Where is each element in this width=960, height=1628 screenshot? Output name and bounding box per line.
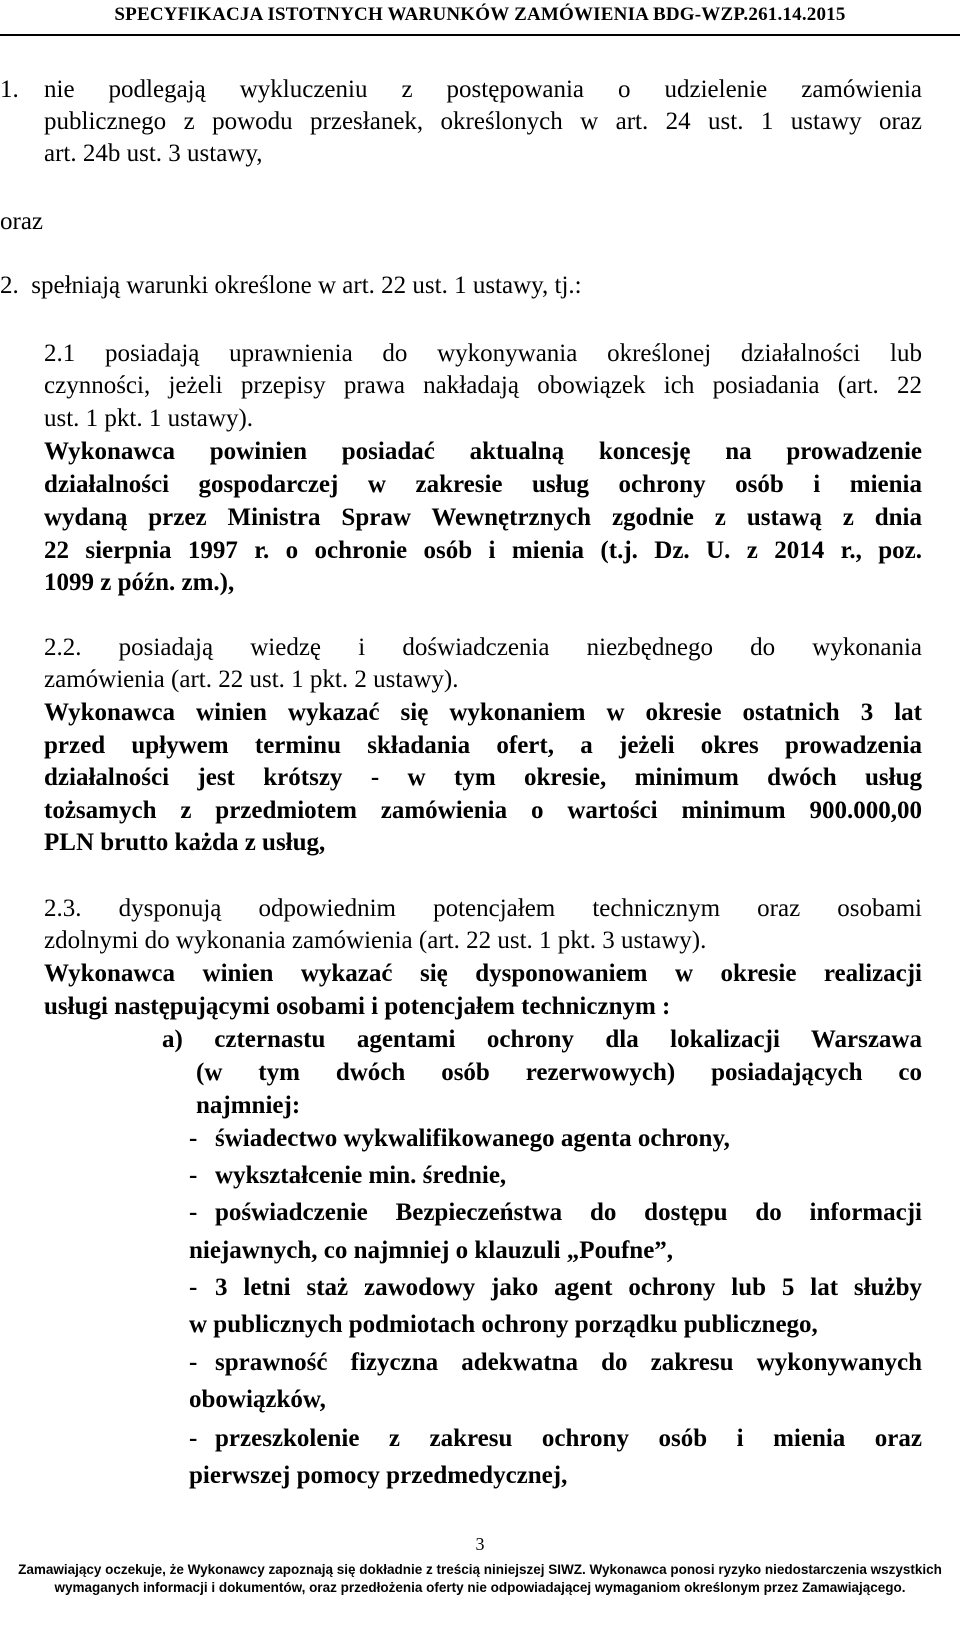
s21-bold3: wydaną przez Ministra Spraw Wewnętrznych zgodnie z ustawą z dnia [44,504,922,531]
bullet-6 [189,1423,922,1455]
s23-a-line3: najmniej: [196,1092,301,1119]
bullet-5-cont: obowiązków, [189,1386,326,1413]
bullet-2-text: wykształcenie min. średnie, [215,1162,507,1189]
item1-line3: art. 24b ust. 3 ustawy, [44,140,263,167]
page-number: 3 [475,1534,485,1554]
dash-marker: - [189,1274,198,1301]
bullet-4-cont: w publicznych podmiotach ochrony porządku publicznego, [189,1311,818,1338]
item1-line2: publicznego z powodu przesłanek, określonych w art. 24 ust. 1 ustawy oraz [44,108,922,135]
document-header: SPECYFIKACJA ISTOTNYCH WARUNKÓW ZAMÓWIENIA BDG-WZP.261.14.2015 [114,4,846,25]
s23-a-line1: a) czternastu agentami ochrony dla lokalizacji Warszawa [162,1026,922,1053]
s22-bold5: PLN brutto każda z usług, [44,829,326,856]
footer-line2: wymaganych informacji i dokumentów, oraz przedłożenia oferty nie odpowiadającej wymaganiom określonym przez Zamawiającego. [54,1580,906,1595]
bullet-6-text: przeszkolenie z zakresu ochrony osób i mienia oraz [215,1425,922,1452]
oraz-label: oraz [0,208,44,235]
dash-marker: - [189,1125,198,1152]
s23-bold1: Wykonawca winien wykazać się dysponowaniem w okresie realizacji [44,960,922,987]
s21-line2: czynności, jeżeli przepisy prawa nakładają obowiązek ich posiadania (art. 22 [44,372,922,399]
bullet-3-cont: niejawnych, co najmniej o klauzuli „Poufne”, [189,1237,674,1264]
s22-bold1: Wykonawca winien wykazać się wykonaniem w okresie ostatnich 3 lat [44,699,922,726]
s22-bold4: tożsamych z przedmiotem zamówienia o wartości minimum 900.000,00 [44,797,922,824]
header-rule [0,34,960,36]
bullet-3 [189,1197,922,1229]
s22-line1: 2.2. posiadają wiedzę i doświadczenia niezbędnego do wykonania [44,634,922,661]
footer-note [0,1561,960,1597]
dash-marker: - [189,1162,198,1189]
bullet-6-cont: pierwszej pomocy przedmedycznej, [189,1462,568,1489]
dash-marker: - [189,1349,198,1376]
bullet-1 [189,1123,730,1155]
s23-line2: zdolnymi do wykonania zamówienia (art. 22 ust. 1 pkt. 3 ustawy). [44,927,707,954]
s21-line3: ust. 1 pkt. 1 ustawy). [44,405,254,432]
bullet-4 [189,1272,922,1304]
dash-marker: - [189,1425,198,1452]
dash-marker: - [189,1199,198,1226]
bullet-5 [189,1347,922,1379]
s21-bold4: 22 sierpnia 1997 r. o ochronie osób i mienia (t.j. Dz. U. z 2014 r., poz. [44,537,922,564]
bullet-1-text: świadectwo wykwalifikowanego agenta ochrony, [215,1125,730,1152]
s21-bold2: działalności gospodarczej w zakresie usług ochrony osób i mienia [44,471,922,498]
s22-line2: zamówienia (art. 22 ust. 1 pkt. 2 ustawy). [44,666,459,693]
item2-line: 2. spełniają warunki określone w art. 22 ust. 1 ustawy, tj.: [0,272,582,299]
item1-line1: nie podlegają wykluczeniu z postępowania o udzielenie zamówienia [44,76,922,103]
s23-bold2: usługi następującymi osobami i potencjałem technicznym : [44,993,671,1020]
bullet-5-text: sprawność fizyczna adekwatna do zakresu wykonywanych [215,1349,922,1376]
s21-line1: 2.1 posiadają uprawnienia do wykonywania określonej działalności lub [44,340,922,367]
s22-bold2: przed upływem terminu składania ofert, a jeżeli okres prowadzenia [44,732,922,759]
bullet-2 [189,1160,506,1192]
s23-line1: 2.3. dysponują odpowiednim potencjałem technicznym oraz osobami [44,895,922,922]
s23-a-line2: (w tym dwóch osób rezerwowych) posiadających co [196,1059,922,1086]
item1-number: 1. [0,76,19,103]
s22-bold3: działalności jest krótszy - w tym okresie, minimum dwóch usług [44,764,922,791]
s21-bold5: 1099 z późn. zm.), [44,569,235,596]
bullet-3-text: poświadczenie Bezpieczeństwa do dostępu do informacji [215,1199,922,1226]
s21-bold1: Wykonawca powinien posiadać aktualną koncesję na prowadzenie [44,438,922,465]
footer-line1: Zamawiający oczekuje, że Wykonawcy zapoznają się dokładnie z treścią niniejszej SIWZ. Wykonawca ponosi ryzyko niedostarczenia wszystkich [18,1562,942,1577]
bullet-4-text: 3 letni staż zawodowy jako agent ochrony lub 5 lat służby [215,1274,922,1301]
